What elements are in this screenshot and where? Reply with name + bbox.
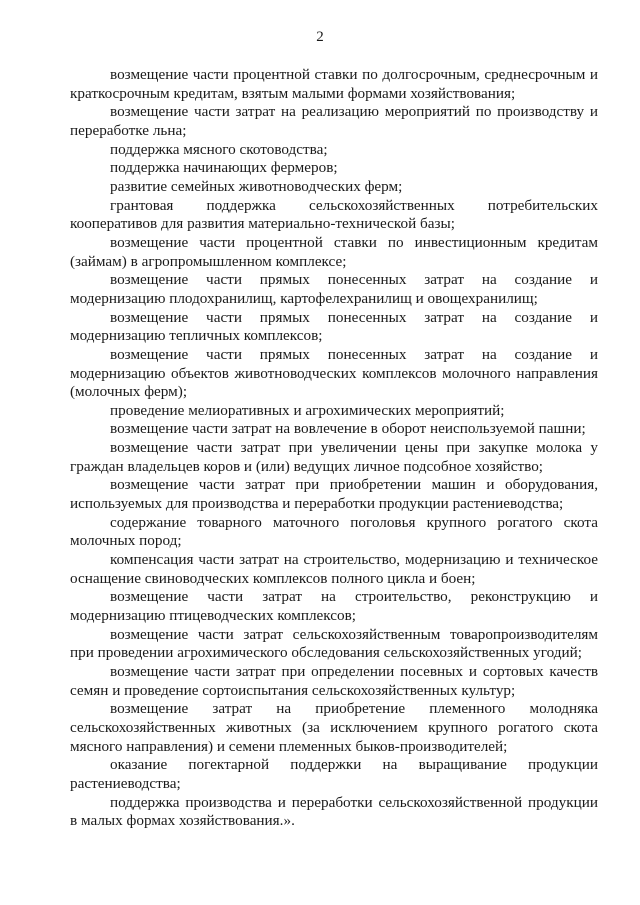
paragraph: возмещение части процентной ставки по долгосрочным, среднесрочным и краткосрочным кредитам, взятым малыми формами хозяйствования;: [70, 66, 598, 102]
paragraph: проведение мелиоративных и агрохимических мероприятий;: [110, 401, 505, 419]
paragraph: оказание погектарной поддержки на выращивание продукции растениеводства;: [70, 756, 598, 792]
paragraph: поддержка мясного скотоводства;: [110, 140, 328, 158]
document-body: [70, 66, 598, 831]
paragraph: возмещение части прямых понесенных затрат на создание и модернизацию плодохранилищ, картофелехранилищ и овощехранилищ;: [70, 271, 598, 307]
paragraph: возмещение части затрат на строительство, реконструкцию и модернизацию птицеводческих комплексов;: [70, 588, 598, 625]
paragraph: возмещение части прямых понесенных затрат на создание и модернизацию тепличных комплексов;: [70, 308, 598, 345]
paragraph: возмещение части затрат при увеличении цены при закупке молока у граждан владельцев коров и (или) ведущих личное подсобное хозяйство;: [70, 439, 598, 475]
paragraph: возмещение части затрат на вовлечение в оборот неиспользуемой пашни;: [110, 420, 586, 438]
paragraph: развитие семейных животноводческих ферм;: [110, 177, 403, 195]
paragraph: возмещение части прямых понесенных затрат на создание и модернизацию объектов животноводческих комплексов молочного направления (молочных ферм);: [70, 345, 598, 401]
page-number: 2: [316, 29, 324, 45]
paragraph: возмещение затрат на приобретение племенного молодняка сельскохозяйственных животных (за исключением крупного рогатого скота мясного направления) и семени племенных быков-производителей;: [70, 700, 598, 755]
paragraph: возмещение части затрат при приобретении машин и оборудования, используемых для производства и переработки продукции растениеводства;: [70, 476, 598, 513]
paragraph: компенсация части затрат на строительство, модернизацию и техническое оснащение свиноводческих комплексов полного цикла и боен;: [70, 551, 598, 587]
paragraph: возмещение части затрат при определении посевных и сортовых качеств семян и проведение сортоиспытания сельскохозяйственных культур;: [70, 663, 598, 699]
paragraph: возмещение части процентной ставки по инвестиционным кредитам (займам) в агропромышленном комплексе;: [70, 233, 598, 270]
paragraph: поддержка производства и переработки сельскохозяйственной продукции в малых формах хозяйствования.».: [70, 793, 598, 830]
paragraph: возмещение части затрат сельскохозяйственным товаропроизводителям при проведении агрохимического обследования сельскохозяйственных угодий;: [70, 625, 598, 662]
paragraph: поддержка начинающих фермеров;: [110, 159, 338, 177]
paragraph: грантовая поддержка сельскохозяйственных потребительских кооперативов для развития материально-технической базы;: [70, 196, 598, 233]
paragraph: содержание товарного маточного поголовья крупного рогатого скота молочных пород;: [70, 513, 598, 550]
paragraph: возмещение части затрат на реализацию мероприятий по производству и переработке льна;: [70, 103, 598, 139]
